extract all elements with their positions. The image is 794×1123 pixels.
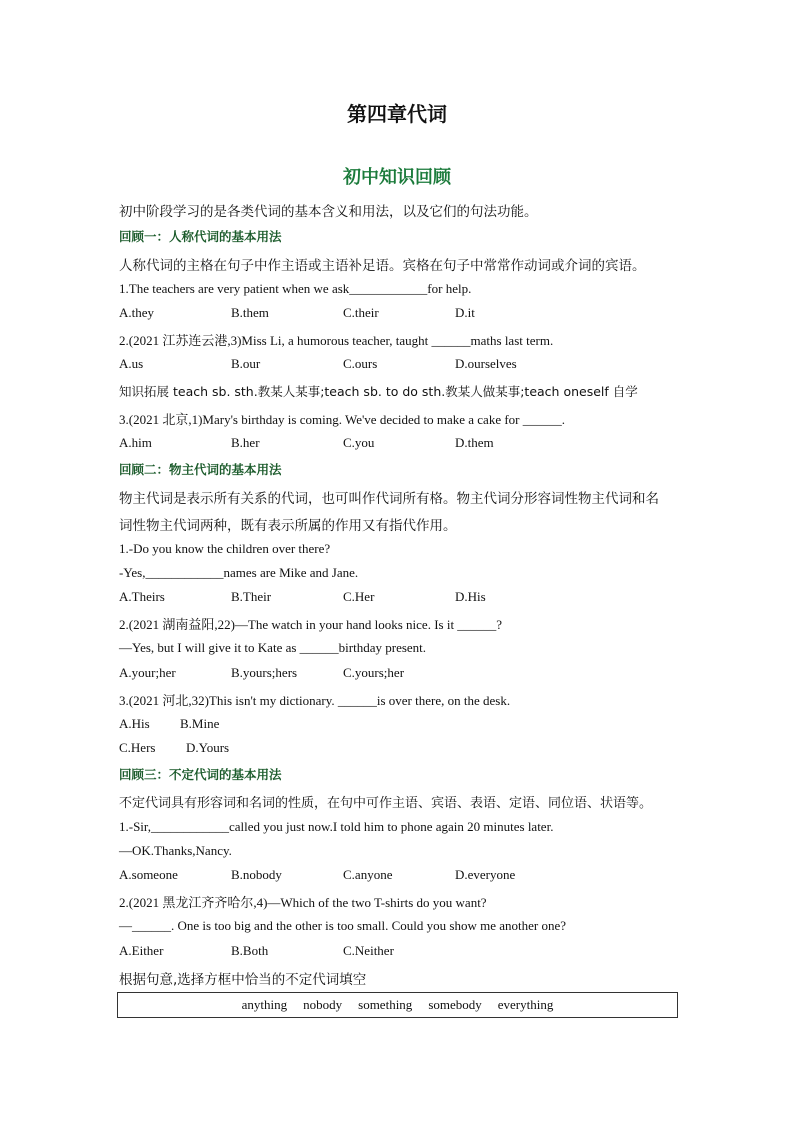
s3-heading: 回顾三：不定代词的基本用法 <box>119 767 282 782</box>
s2-q1-opt-a: A.Theirs <box>119 589 165 604</box>
s3-task: 根据句意,选择方框中恰当的不定代词填空 <box>119 972 367 988</box>
s2-q3-opt-d: D.Yours <box>186 740 230 755</box>
s1-q2-opt-b: B.our <box>231 356 261 371</box>
s1-q3-opt-d: D.them <box>455 435 494 450</box>
s1-extension: 知识拓展 teach sb. sth.教某人某事;teach sb. to do sth.教某人做某事;teach oneself 自学 <box>119 384 638 399</box>
s1-q1-opt-b: B.them <box>231 305 269 320</box>
word-everything: everything <box>497 997 554 1012</box>
s3-q2-opt-c: C.Neither <box>343 943 394 958</box>
s2-q3-opt-b: B.Mine <box>180 716 220 731</box>
word-nobody: nobody <box>303 997 343 1012</box>
s2-desc-line1: 物主代词是表示所有关系的代词，也可叫作代词所有格。物主代词分形容词性物主代词和名 <box>119 491 659 507</box>
s1-q1-opt-c: C.their <box>343 305 379 320</box>
page-title: 第四章代词 <box>347 102 447 126</box>
s2-q2-line1: 2.(2021 湖南益阳,22)—The watch in your hand looks nice. Is it ______? <box>119 617 503 632</box>
intro-text: 初中阶段学习的是各类代词的基本含义和用法，以及它们的句法功能。 <box>119 204 538 220</box>
s3-q1-opt-a: A.someone <box>119 867 178 882</box>
s1-q3-opt-a: A.him <box>119 435 152 450</box>
s2-q2-opt-a: A.your;her <box>119 665 176 680</box>
s2-q1-opt-c: C.Her <box>343 589 375 604</box>
s2-q1-line1: 1.-Do you know the children over there? <box>119 541 331 556</box>
s1-q1-opt-a: A.they <box>119 305 155 320</box>
s3-q2-opt-a: A.Either <box>119 943 164 958</box>
s1-q2-opt-c: C.ours <box>343 356 378 371</box>
s2-q3: 3.(2021 河北,32)This isn't my dictionary. ______is over there, on the desk. <box>119 693 511 708</box>
s3-q2-line2: —______. One is too big and the other is too small. Could you show me another one? <box>119 918 566 933</box>
s1-q3: 3.(2021 北京,1)Mary's birthday is coming. We've decided to make a cake for ______. <box>119 412 566 427</box>
s1-q3-opt-c: C.you <box>343 435 375 450</box>
s1-heading: 回顾一：人称代词的基本用法 <box>119 229 282 244</box>
s1-q2: 2.(2021 江苏连云港,3)Miss Li, a humorous teacher, taught ______maths last term. <box>119 333 554 348</box>
s1-q2-opt-a: A.us <box>119 356 144 371</box>
s3-q1-line1: 1.-Sir,____________called you just now.I told him to phone again 20 minutes later. <box>119 819 554 834</box>
word-anything: anything <box>241 997 288 1012</box>
s2-q1-line2: -Yes,____________names are Mike and Jane. <box>119 565 359 580</box>
word-something: something <box>358 997 413 1012</box>
s3-q2-line1: 2.(2021 黑龙江齐齐哈尔,4)—Which of the two T-shirts do you want? <box>119 895 487 910</box>
word-box <box>117 992 678 1018</box>
s3-q1-line2: —OK.Thanks,Nancy. <box>119 843 232 858</box>
s2-q2-opt-c: C.yours;her <box>343 665 405 680</box>
s3-q1-opt-b: B.nobody <box>231 867 282 882</box>
s2-heading: 回顾二：物主代词的基本用法 <box>119 462 282 477</box>
s1-q3-opt-b: B.her <box>231 435 260 450</box>
s1-q1-opt-d: D.it <box>455 305 475 320</box>
s2-q3-opt-a: A.His <box>119 716 150 731</box>
s2-q1-opt-d: D.His <box>455 589 486 604</box>
s2-q3-opt-c: C.Hers <box>119 740 156 755</box>
s2-q1-opt-b: B.Their <box>231 589 272 604</box>
s1-desc: 人称代词的主格在句子中作主语或主语补足语。宾格在句子中常常作动词或介词的宾语。 <box>119 258 646 274</box>
s3-q1-opt-c: C.anyone <box>343 867 393 882</box>
section-title: 初中知识回顾 <box>343 167 451 188</box>
s1-q2-opt-d: D.ourselves <box>455 356 517 371</box>
s2-desc-line2: 词性物主代词两种，既有表示所属的作用又有指代作用。 <box>119 518 457 534</box>
s2-q2-line2: —Yes, but I will give it to Kate as ______birthday present. <box>119 640 427 655</box>
s3-q1-opt-d: D.everyone <box>455 867 516 882</box>
s3-desc: 不定代词具有形容词和名词的性质，在句中可作主语、宾语、表语、定语、同位语、状语等。 <box>119 796 653 811</box>
s1-q1: 1.The teachers are very patient when we ask____________for help. <box>119 281 472 296</box>
s3-q2-opt-b: B.Both <box>231 943 269 958</box>
s2-q2-opt-b: B.yours;hers <box>231 665 298 680</box>
word-somebody: somebody <box>428 997 482 1012</box>
